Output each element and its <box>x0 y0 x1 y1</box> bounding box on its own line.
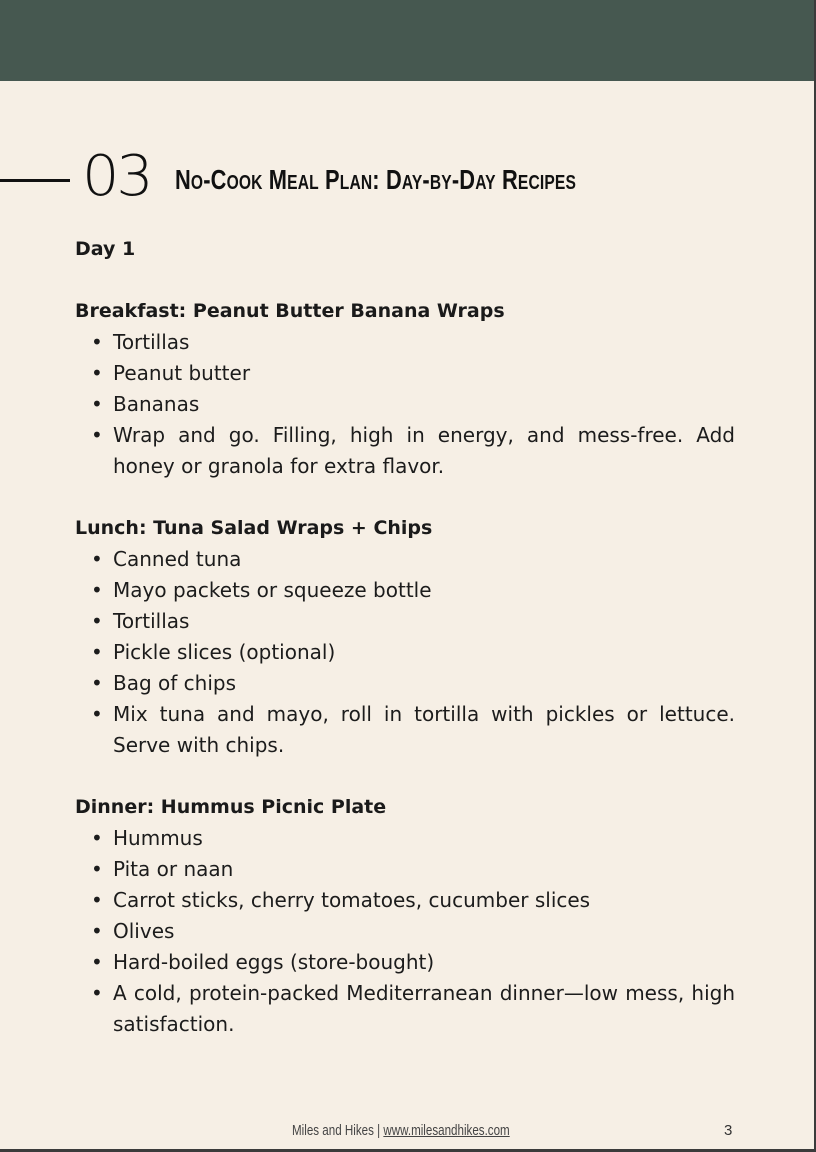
top-color-band <box>0 0 816 81</box>
ingredient-list <box>75 544 735 761</box>
section-number: 03 <box>82 144 151 209</box>
list-item: • Tortillas <box>75 327 735 358</box>
list-item: • Wrap and go. Filling, high in energy, and mess-free. Add honey or granola for extra flavor. <box>75 420 735 482</box>
section-heading <box>0 144 816 212</box>
bullet-icon: • <box>91 826 103 850</box>
list-item: • Tortillas <box>75 606 735 637</box>
page-content <box>75 234 735 1071</box>
list-item: • Hard-boiled eggs (store-bought) <box>75 947 735 978</box>
section-title: No-Cook Meal Plan: Day-by-Day Recipes <box>175 164 577 195</box>
heading-rule <box>0 179 70 182</box>
page-footer <box>0 1120 816 1144</box>
meal-lunch <box>75 513 735 761</box>
bullet-icon: • <box>91 423 103 447</box>
list-item: • Mayo packets or squeeze bottle <box>75 575 735 606</box>
bullet-icon: • <box>91 547 103 571</box>
bullet-icon: • <box>91 981 103 1005</box>
bullet-icon: • <box>91 702 103 726</box>
bullet-icon: • <box>91 950 103 974</box>
footer-credit <box>292 1120 510 1142</box>
meal-title: Breakfast: Peanut Butter Banana Wraps <box>75 300 505 322</box>
list-item: • Bag of chips <box>75 668 735 699</box>
bullet-icon: • <box>91 671 103 695</box>
list-item: • Canned tuna <box>75 544 735 575</box>
bullet-icon: • <box>91 919 103 943</box>
meal-dinner <box>75 792 735 1040</box>
ingredient-list <box>75 823 735 1040</box>
list-item: • Pita or naan <box>75 854 735 885</box>
bullet-icon: • <box>91 888 103 912</box>
list-item: • Hummus <box>75 823 735 854</box>
list-item: • Olives <box>75 916 735 947</box>
bullet-icon: • <box>91 578 103 602</box>
list-item: • Pickle slices (optional) <box>75 637 735 668</box>
bullet-icon: • <box>91 330 103 354</box>
list-item: • A cold, protein-packed Mediterranean dinner—low mess, high satisfaction. <box>75 978 735 1040</box>
footer-separator: | <box>377 1123 381 1139</box>
ingredient-list <box>75 327 735 482</box>
meal-title: Lunch: Tuna Salad Wraps + Chips <box>75 517 433 539</box>
list-item: • Peanut butter <box>75 358 735 389</box>
list-item: • Carrot sticks, cherry tomatoes, cucumber slices <box>75 885 735 916</box>
bullet-icon: • <box>91 392 103 416</box>
list-item: • Bananas <box>75 389 735 420</box>
bullet-icon: • <box>91 857 103 881</box>
list-item: • Mix tuna and mayo, roll in tortilla with pickles or lettuce. Serve with chips. <box>75 699 735 761</box>
site-link[interactable]: www.milesandhikes.com <box>383 1123 510 1139</box>
meal-breakfast <box>75 296 735 482</box>
day-title: Day 1 <box>75 238 136 260</box>
page-number: 3 <box>724 1122 733 1139</box>
site-name: Miles and Hikes <box>292 1123 374 1139</box>
bullet-icon: • <box>91 609 103 633</box>
bullet-icon: • <box>91 640 103 664</box>
meal-title: Dinner: Hummus Picnic Plate <box>75 796 387 818</box>
bullet-icon: • <box>91 361 103 385</box>
